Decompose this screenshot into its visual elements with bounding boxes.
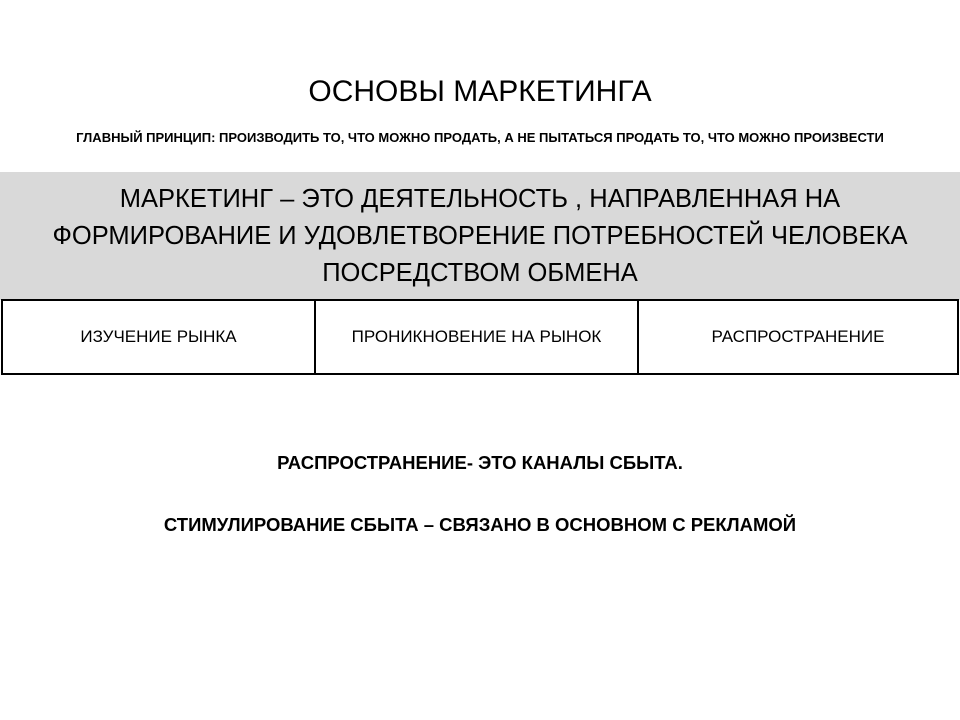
marketing-definition: МАРКЕТИНГ – ЭТО ДЕЯТЕЛЬНОСТЬ , НАПРАВЛЕННАЯ НА ФОРМИРОВАНИЕ И УДОВЛЕТВОРЕНИЕ ПОТРЕБНОСТЕЙ ЧЕЛОВЕКА ПОСРЕДСТВОМ ОБМЕНА [52, 184, 908, 287]
stage-distribution: РАСПРОСТРАНЕНИЕ [639, 299, 959, 375]
distribution-note: РАСПРОСТРАНЕНИЕ- ЭТО КАНАЛЫ СБЫТА. [277, 452, 683, 473]
sales-promotion-note: СТИМУЛИРОВАНИЕ СБЫТА – СВЯЗАНО В ОСНОВНОМ С РЕКЛАМОЙ [163, 514, 797, 535]
principle-subtitle: ГЛАВНЫЙ ПРИНЦИП: ПРОИЗВОДИТЬ ТО, ЧТО МОЖНО ПРОДАТЬ, А НЕ ПЫТАТЬСЯ ПРОДАТЬ ТО, ЧТО МОЖНО ПРОИЗВЕСТИ [76, 130, 884, 145]
stage-market-penetration: ПРОНИКНОВЕНИЕ НА РЫНОК [316, 299, 639, 375]
stages-table [1, 299, 959, 375]
slide-title: ОСНОВЫ МАРКЕТИНГА [308, 75, 652, 108]
definition-band [0, 172, 960, 300]
stage-market-research: ИЗУЧЕНИЕ РЫНКА [1, 299, 316, 375]
